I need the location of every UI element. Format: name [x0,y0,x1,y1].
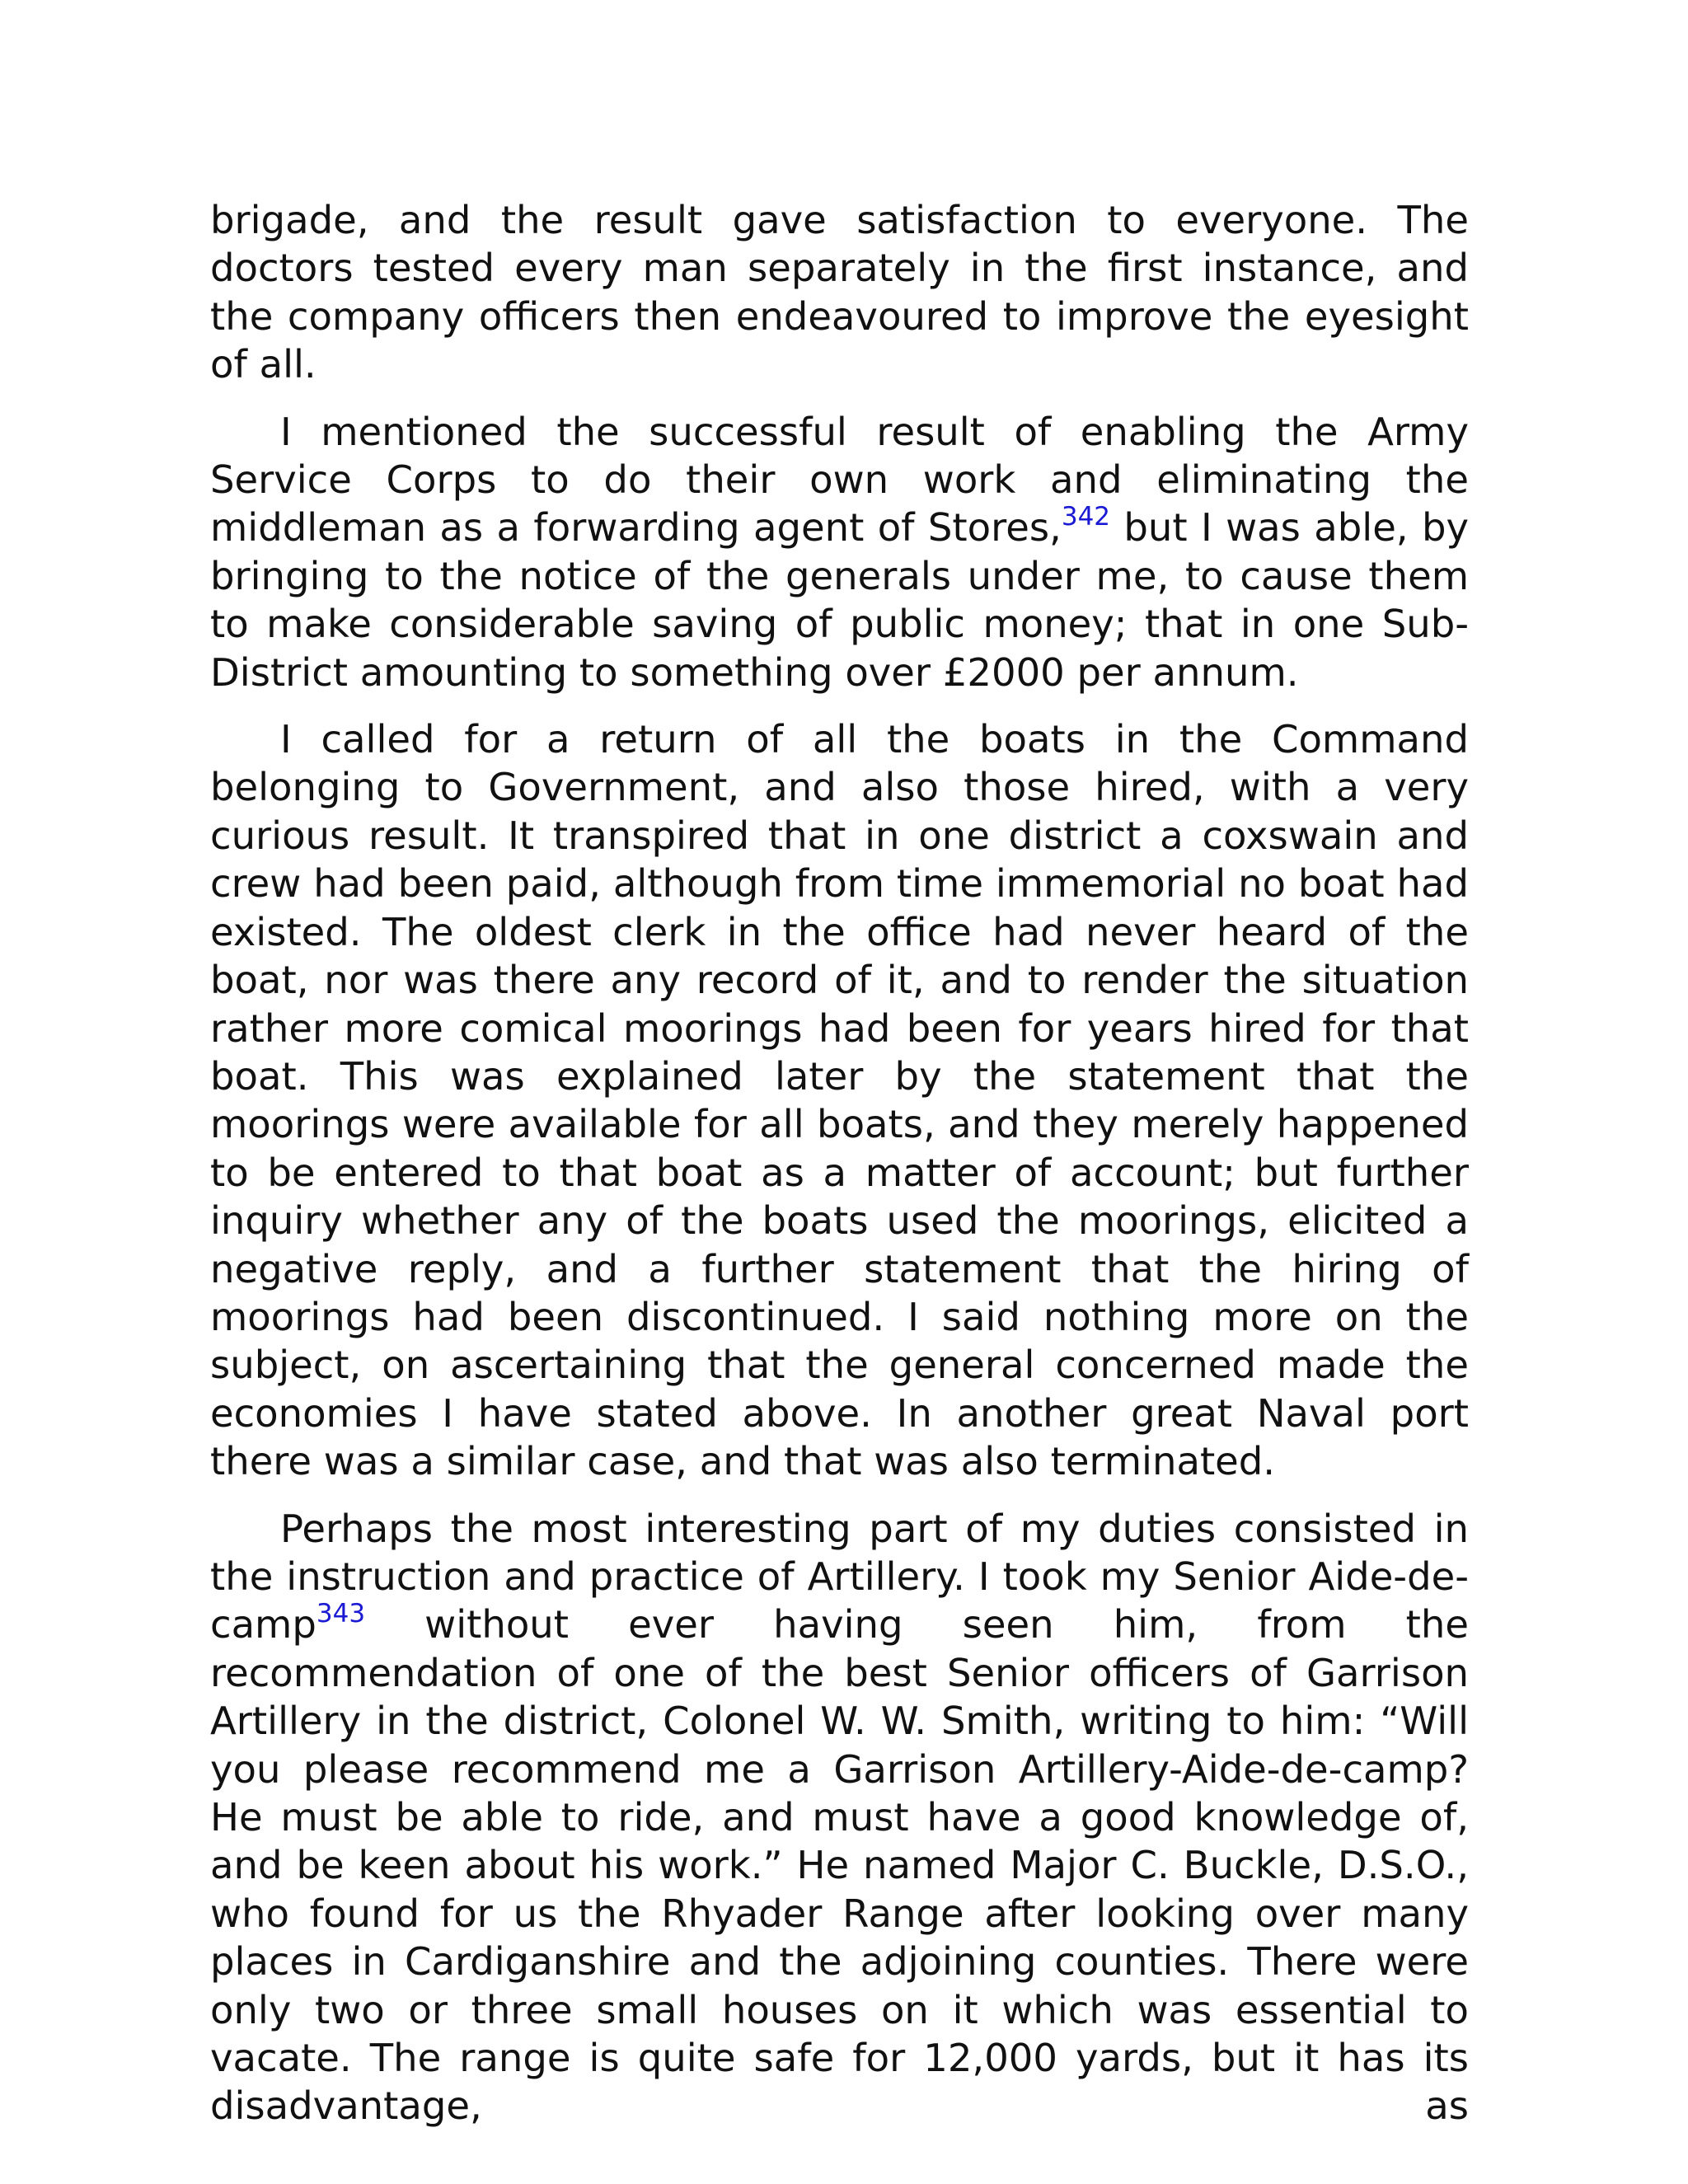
footnote-ref-343[interactable] [316,1599,365,1629]
footnote-link[interactable]: 342 [1061,502,1111,532]
paragraph-text: I mentioned the successful result of enabling the Army Service Corps to do their own work and eliminating the middleman as a forwarding agent of Stores, [210,409,1469,551]
footnote-link[interactable]: 343 [316,1599,366,1629]
paragraph-eyesight-testing [210,196,1469,389]
paragraph-text: Perhaps the most interesting part of my duties consisted in the instruction and practice of Artillery. I took my Senior Aide-de-camp [210,1506,1469,1647]
paragraph-text: but I was able, by bringing to the notice of the generals under me, to cause them to make considerable saving of public money; that in one Sub-District amounting to something over £2000 per annum. [210,505,1470,695]
document-page [210,196,1469,2130]
paragraph-text: I called for a return of all the boats in the Command belonging to Government, and also those hired, with a very curious result. It transpired that in one district a coxswain and crew had been paid, although from time immemorial no boat had existed. The oldest clerk in the office had never heard of the boat, nor was there any record of it, and to render the situation rather more comical moorings had been for years hired for that boat. This was explained later by the statement that the moorings were available for all boats, and they merely happened to be entered to that boat as a matter of account; but further inquiry whether any of the boats used the moorings, elicited a negative reply, and a further statement that the hiring of moorings had been discontinued. I said nothing more on the subject, on ascertaining that the general concerned made the economies I have stated above. In another great Naval port there was a similar case, and that was also terminated. [210,717,1469,1484]
paragraph-army-service-corps [210,408,1469,696]
paragraph-text: brigade, and the result gave satisfaction to everyone. The doctors tested every man separately in the first instance, and the company officers then endeavoured to improve the eyesight of all. [210,198,1469,387]
paragraph-artillery-instruction [210,1505,1469,2130]
paragraph-text: without ever having seen him, from the recommendation of one of the best Senior officers of Garrison Artillery in the district, Colonel W. W. Smith, writing to him: “Will you please recommend me a Garrison Artillery-Aide-de-camp? He must be able to ride, and must have a good knowledge of, and be keen about his work.” He named Major C. Buckle, D.S.O., who found for us the Rhyader Range after looking over many places in Cardiganshire and the adjoining counties. There were only two or three small houses on it which was essential to vacate. The range is quite safe for 12,000 yards, but it has its disadvantage, as [210,1602,1469,2129]
footnote-ref-342[interactable] [1062,502,1110,532]
paragraph-boats-return [210,715,1469,1486]
